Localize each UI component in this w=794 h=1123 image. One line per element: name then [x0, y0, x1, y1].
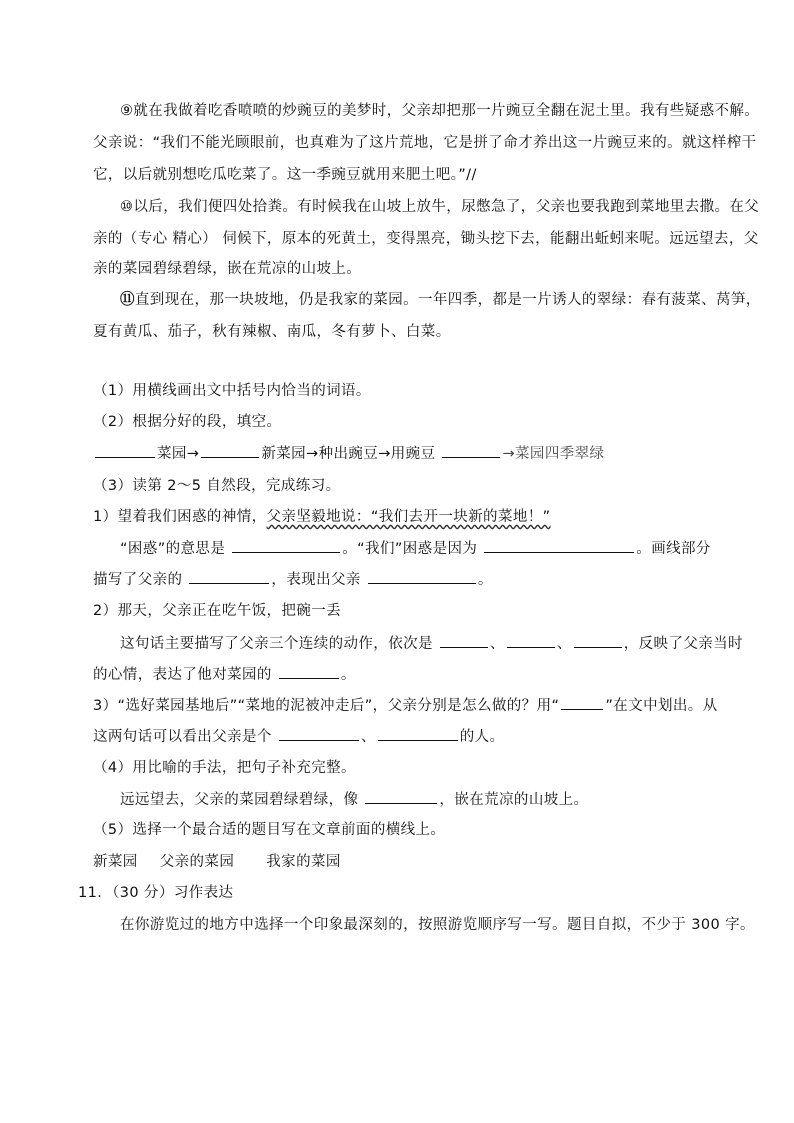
- text-segment: ”在文中划出。从: [605, 698, 718, 714]
- text-segment: 描写了父亲的: [93, 572, 183, 588]
- text-segment: 远远望去，父亲的菜园碧绿碧绿，像: [120, 792, 359, 808]
- passage-p9-line1: ⑨就在我做着吃香喷喷的炒豌豆的美梦时，父亲却把那一片豌豆全翻在泥土里。我有些疑惑不解。: [120, 103, 760, 119]
- text-segment: ，反映了父亲当时: [623, 636, 743, 652]
- separator: 、: [360, 729, 376, 745]
- text-segment: 。画线部分: [636, 541, 711, 557]
- question-1: （1）用横线画出文中括号内恰当的词语。: [93, 383, 371, 399]
- fill-part-3: →菜园四季翠绿: [502, 446, 605, 462]
- text-segment: ，嵌在荒凉的山坡上。: [439, 792, 589, 808]
- passage-p10-line1: ⑩以后，我们便四处拾粪。有时候我在山坡上放牛，尿憋急了，父亲也要我跑到菜地里去撒。在父: [120, 199, 760, 215]
- text-segment: 3）“选好菜园基地后”“菜地的泥被冲走后”，父亲分别是怎么做的？用“: [93, 698, 560, 714]
- text-segment: 。: [340, 667, 356, 683]
- answer-blank[interactable]: [378, 726, 458, 741]
- text-segment: 这句话主要描写了父亲三个连续的动作，依次是: [120, 636, 433, 652]
- underlined-quote: 父亲坚毅地说：“我们去开一块新的菜地！”: [266, 509, 551, 525]
- question-3-1-line2: [120, 538, 711, 559]
- answer-blank[interactable]: [279, 664, 339, 679]
- question-5-options: [93, 852, 341, 872]
- passage-p10-line3: 亲的菜园碧绿碧绿，嵌在荒凉的山坡上。: [93, 261, 362, 277]
- question-4: （4）用比喻的手法，把句子补充完整。: [93, 760, 356, 776]
- answer-blank[interactable]: [368, 569, 476, 584]
- answer-blank[interactable]: [574, 633, 622, 648]
- fill-part-1: 菜园→: [157, 446, 200, 462]
- answer-blank[interactable]: [365, 789, 437, 804]
- separator: 、: [556, 636, 572, 652]
- section-11-prompt: 在你游览过的地方中选择一个印象最深刻的，按照游览顺序写一写。题目自拟，不少于 300 字。: [120, 917, 755, 933]
- section-11-header: 11．（30 分）习作表达: [78, 885, 234, 901]
- text-segment: 。: [477, 572, 493, 588]
- answer-blank[interactable]: [201, 443, 259, 458]
- fill-part-2: 新菜园→种出豌豆→用豌豆: [261, 446, 436, 462]
- passage-p11-line1: [120, 290, 761, 310]
- text-segment: 。“我们”困惑是因为: [342, 541, 478, 557]
- passage-p10-line2: 亲的（专心 精心） 伺候下，原本的死黄土，变得黑亮，锄头挖下去，能翻出蚯蚓来呢。远远望去，父: [93, 231, 759, 247]
- text-segment: 的人。: [459, 729, 505, 745]
- answer-blank[interactable]: [232, 538, 340, 553]
- text-segment: 的心情，表达了他对菜园的: [93, 667, 272, 683]
- answer-blank[interactable]: [95, 443, 155, 458]
- question-3-3: [93, 695, 718, 716]
- passage-p11-line2: 夏有黄瓜、茄子，秋有辣椒、南瓜，冬有萝卜、白菜。: [93, 324, 451, 340]
- question-3-1-line3: [93, 569, 493, 590]
- question-3-2-line2: [120, 633, 743, 654]
- paragraph-number-11: ⑪: [120, 292, 135, 308]
- answer-blank[interactable]: [279, 726, 359, 741]
- question-2-fill-line: [93, 443, 604, 464]
- text-segment: ，表现出父亲: [271, 572, 361, 588]
- answer-blank[interactable]: [561, 695, 603, 710]
- question-5: （5）选择一个最合适的题目写在文章前面的横线上。: [93, 822, 446, 838]
- option-title: 父亲的菜园: [159, 854, 235, 870]
- question-4-line: [120, 789, 588, 810]
- option-title: 新菜园: [93, 854, 138, 870]
- answer-blank[interactable]: [442, 443, 500, 458]
- question-2: （2）根据分好的段，填空。: [93, 414, 282, 430]
- passage-p9-line2: 父亲说：“我们不能光顾眼前，也真难为了这片荒地，它是拼了命才养出这一片豌豆来的。就这样榨干: [93, 135, 757, 151]
- text-segment: 这两句话可以看出父亲是个: [93, 729, 272, 745]
- question-3-1-prefix: 1）望着我们困惑的神情，: [93, 509, 267, 525]
- answer-blank[interactable]: [189, 569, 269, 584]
- text-segment: “困惑”的意思是: [120, 541, 226, 557]
- question-3-2: 2）那天，父亲正在吃午饭，把碗一丢: [93, 603, 342, 619]
- question-3-2-line3: [93, 664, 356, 685]
- passage-p9-line3: 它，以后就别想吃瓜吃菜了。这一季豌豆就用来肥土吧。”//: [93, 167, 477, 183]
- option-title: 我家的菜园: [266, 854, 341, 870]
- question-3-3-line2: [93, 726, 504, 747]
- passage-p11-text: 直到现在，那一块坡地，仍是我家的菜园。一年四季，都是一片诱人的翠绿：春有菠菜、莴笋，: [134, 292, 761, 308]
- answer-blank[interactable]: [484, 538, 634, 553]
- question-3-1: [93, 507, 551, 527]
- answer-blank[interactable]: [507, 633, 555, 648]
- question-3: （3）读第 2～5 自然段，完成练习。: [93, 478, 341, 494]
- answer-blank[interactable]: [440, 633, 488, 648]
- separator: 、: [489, 636, 505, 652]
